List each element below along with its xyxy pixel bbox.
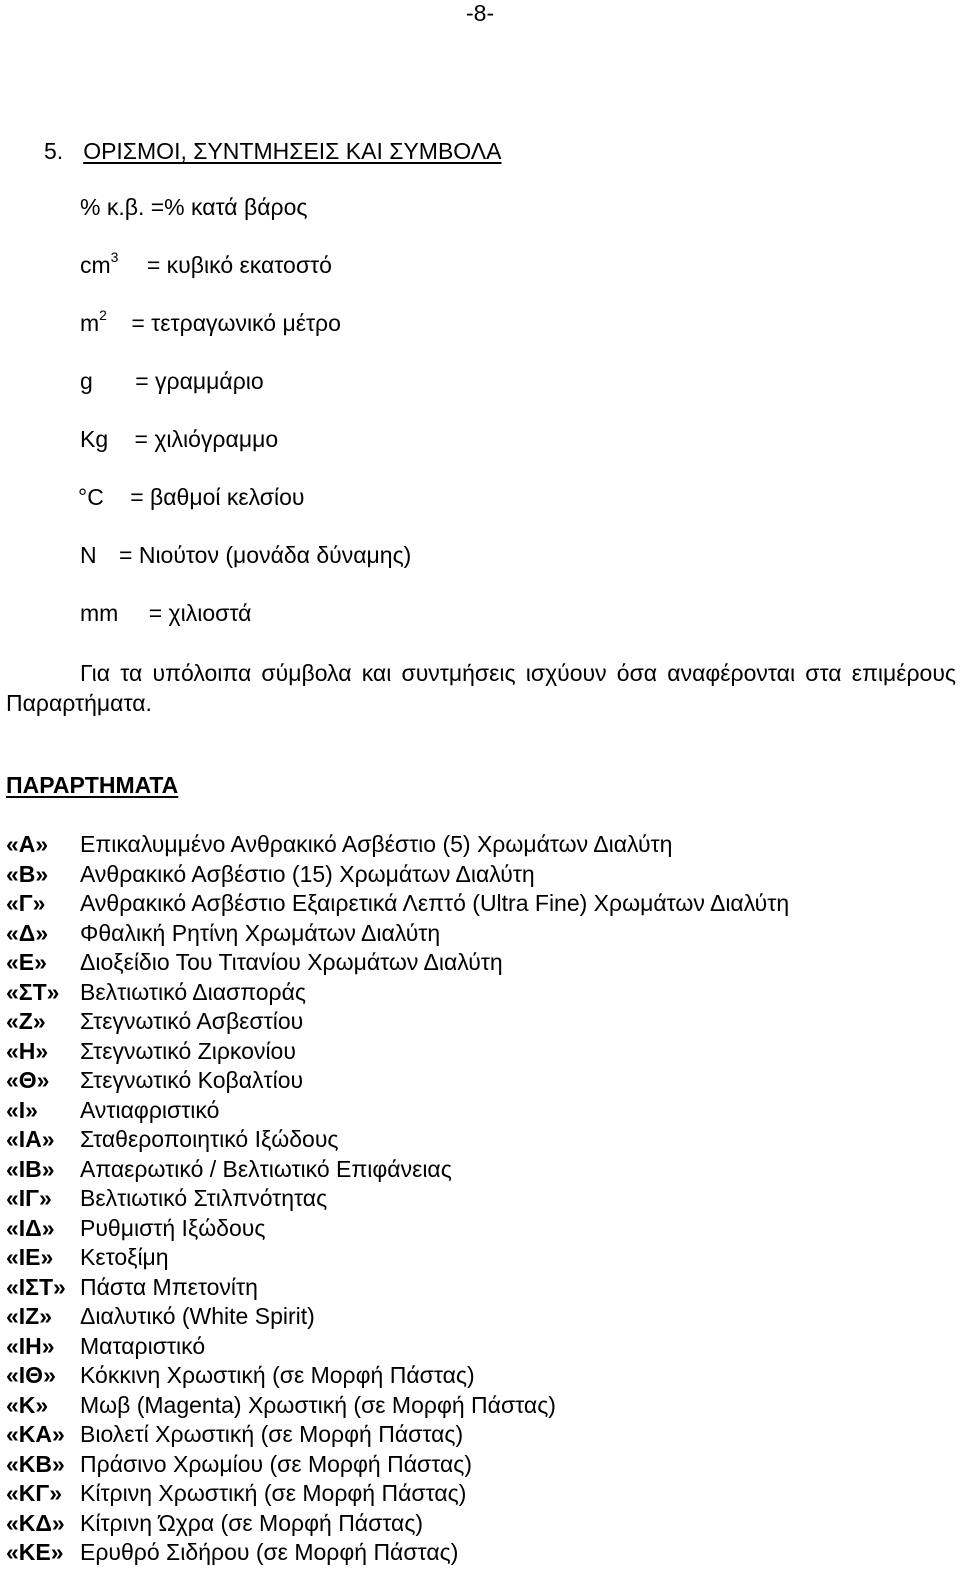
appendix-item — [6, 1066, 789, 1096]
appendix-description: Φθαλική Ρητίνη Χρωμάτων Διαλύτη — [80, 919, 441, 946]
section-title: ΟΡΙΣΜΟΙ, ΣΥΝΤΜΗΣΕΙΣ ΚΑΙ ΣΥΜΒΟΛΑ — [83, 138, 502, 164]
definition-row — [80, 196, 307, 219]
definition-row — [80, 370, 264, 393]
appendix-item — [6, 1184, 789, 1214]
appendix-description: Κίτρινη Χρωστική (σε Μορφή Πάστας) — [80, 1480, 467, 1507]
appendix-description: Στεγνωτικό Ζιρκονίου — [80, 1037, 296, 1064]
appendix-item — [6, 1509, 789, 1539]
appendix-code: «Θ» — [6, 1067, 50, 1094]
appendix-code: «ΙΣΤ» — [6, 1273, 66, 1300]
definition-meaning: = βαθμοί κελσίου — [130, 484, 305, 510]
appendix-code: «Ζ» — [6, 1008, 46, 1035]
appendix-code: «ΣΤ» — [6, 978, 60, 1005]
appendix-item — [6, 1273, 789, 1303]
appendix-item — [6, 1391, 789, 1421]
appendix-item — [6, 1420, 789, 1450]
appendix-code: «Ε» — [6, 949, 47, 976]
definition-symbol: g — [80, 368, 93, 394]
appendix-description: Διοξείδιο Του Τιτανίου Χρωμάτων Διαλύτη — [80, 949, 503, 976]
appendix-description: Απαερωτικό / Βελτιωτικό Επιφάνειας — [80, 1155, 452, 1182]
appendix-item — [6, 1302, 789, 1332]
appendix-description: Στεγνωτικό Κοβαλτίου — [80, 1067, 304, 1094]
appendices-title: ΠΑΡΑΡΤΗΜΑΤΑ — [6, 772, 179, 798]
appendix-code: «Ι» — [6, 1096, 38, 1123]
appendix-description: Επικαλυμμένο Ανθρακικό Ασβέστιο (5) Χρωμάτων Διαλύτη — [80, 831, 673, 858]
appendix-code: «ΙΗ» — [6, 1332, 55, 1359]
appendix-item — [6, 1479, 789, 1509]
appendix-code: «ΙΕ» — [6, 1244, 54, 1271]
definition-meaning: =% κατά βάρος — [150, 194, 308, 220]
definition-row — [80, 249, 332, 278]
appendix-description: Μωβ (Magenta) Χρωστική (σε Μορφή Πάστας) — [80, 1391, 556, 1418]
appendix-description: Βελτιωτικό Στιλπνότητας — [80, 1185, 328, 1212]
appendix-description: Ματαριστικό — [80, 1332, 206, 1359]
definition-symbol: N — [80, 542, 97, 568]
definition-row — [80, 307, 341, 336]
appendix-item — [6, 1214, 789, 1244]
appendix-item — [6, 1361, 789, 1391]
appendix-code: «ΙΘ» — [6, 1362, 56, 1389]
definition-meaning: = κυβικό εκατοστό — [146, 252, 332, 278]
definition-symbol: % κ.β. — [80, 194, 145, 220]
appendix-item — [6, 1450, 789, 1480]
definition-row — [80, 428, 278, 451]
definition-row — [78, 486, 304, 509]
appendix-code: «ΙΒ» — [6, 1155, 55, 1182]
definition-row — [80, 544, 411, 567]
appendix-code: «Γ» — [6, 890, 46, 917]
appendix-description: Ρυθμιστή Ιξώδους — [80, 1214, 266, 1241]
definition-meaning: = χιλιόγραμμο — [134, 426, 279, 452]
appendix-item — [6, 1125, 789, 1155]
appendix-description: Πάστα Μπετονίτη — [80, 1273, 258, 1300]
appendix-code: «ΙΔ» — [6, 1214, 55, 1241]
appendix-code: «ΙΑ» — [6, 1126, 55, 1153]
appendix-description: Αντιαφριστικό — [80, 1096, 220, 1123]
definition-superscript: 3 — [110, 249, 119, 266]
appendix-item — [6, 889, 789, 919]
definition-meaning: = Νιούτον (μονάδα δύναμης) — [119, 542, 412, 568]
appendices-list — [6, 830, 789, 1568]
appendix-description: Ανθρακικό Ασβέστιο (15) Χρωμάτων Διαλύτη — [80, 860, 535, 887]
definition-meaning: = τετραγωνικό μέτρο — [131, 310, 341, 336]
appendix-item — [6, 1538, 789, 1568]
appendix-item — [6, 830, 789, 860]
appendix-code: «ΚΓ» — [6, 1480, 63, 1507]
appendix-item — [6, 1007, 789, 1037]
appendix-code: «ΙΖ» — [6, 1303, 53, 1330]
appendix-description: Σταθεροποιητικό Ιξώδους — [80, 1126, 339, 1153]
definition-symbol: Kg — [80, 426, 109, 452]
appendix-description: Βιολετί Χρωστική (σε Μορφή Πάστας) — [80, 1421, 464, 1448]
appendix-code: «Α» — [6, 831, 49, 858]
definition-symbol: °C — [78, 484, 104, 510]
definition-row — [80, 602, 251, 625]
appendix-item — [6, 1037, 789, 1067]
appendix-description: Ερυθρό Σιδήρου (σε Μορφή Πάστας) — [80, 1539, 459, 1566]
section-heading — [44, 140, 502, 163]
page-number: -8- — [466, 0, 495, 26]
appendix-description: Βελτιωτικό Διασποράς — [80, 978, 307, 1005]
appendix-description: Στεγνωτικό Ασβεστίου — [80, 1008, 304, 1035]
appendix-item — [6, 948, 789, 978]
definition-superscript: 2 — [99, 307, 107, 324]
definition-meaning: = χιλιοστά — [148, 600, 252, 626]
appendix-description: Πράσινο Χρωμίου (σε Μορφή Πάστας) — [80, 1450, 473, 1477]
definition-symbol: mm — [80, 600, 119, 626]
appendix-item — [6, 1332, 789, 1362]
appendix-code: «ΚΑ» — [6, 1421, 65, 1448]
appendix-code: «ΚΕ» — [6, 1539, 64, 1566]
appendix-code: «ΚΒ» — [6, 1450, 65, 1477]
definition-meaning: = γραμμάριο — [135, 368, 264, 394]
appendix-description: Ανθρακικό Ασβέστιο Εξαιρετικά Λεπτό (Ultra Fine) Χρωμάτων Διαλύτη — [80, 890, 790, 917]
appendix-item — [6, 860, 789, 890]
appendix-description: Κόκκινη Χρωστική (σε Μορφή Πάστας) — [80, 1362, 475, 1389]
appendix-description: Διαλυτικό (White Spirit) — [80, 1303, 315, 1330]
appendix-code: «Δ» — [6, 919, 49, 946]
definition-symbol: m — [80, 310, 100, 336]
appendix-item — [6, 1155, 789, 1185]
appendix-item — [6, 978, 789, 1008]
appendix-code: «Β» — [6, 860, 49, 887]
section-number: 5. — [44, 138, 64, 164]
appendix-description: Κίτρινη Ώχρα (σε Μορφή Πάστας) — [80, 1509, 424, 1536]
appendix-item — [6, 919, 789, 949]
appendix-code: «Η» — [6, 1037, 49, 1064]
appendix-item — [6, 1096, 789, 1126]
note-paragraph: Για τα υπόλοιπα σύμβολα και συντμήσεις ισχύουν όσα αναφέρονται στα επιμέρους Παραρτήματα. — [6, 660, 956, 716]
definition-symbol: cm — [80, 252, 111, 278]
appendix-code: «Κ» — [6, 1391, 49, 1418]
appendix-item — [6, 1243, 789, 1273]
appendix-code: «ΙΓ» — [6, 1185, 52, 1212]
appendix-description: Κετοξίμη — [80, 1244, 169, 1271]
appendix-code: «ΚΔ» — [6, 1509, 65, 1536]
